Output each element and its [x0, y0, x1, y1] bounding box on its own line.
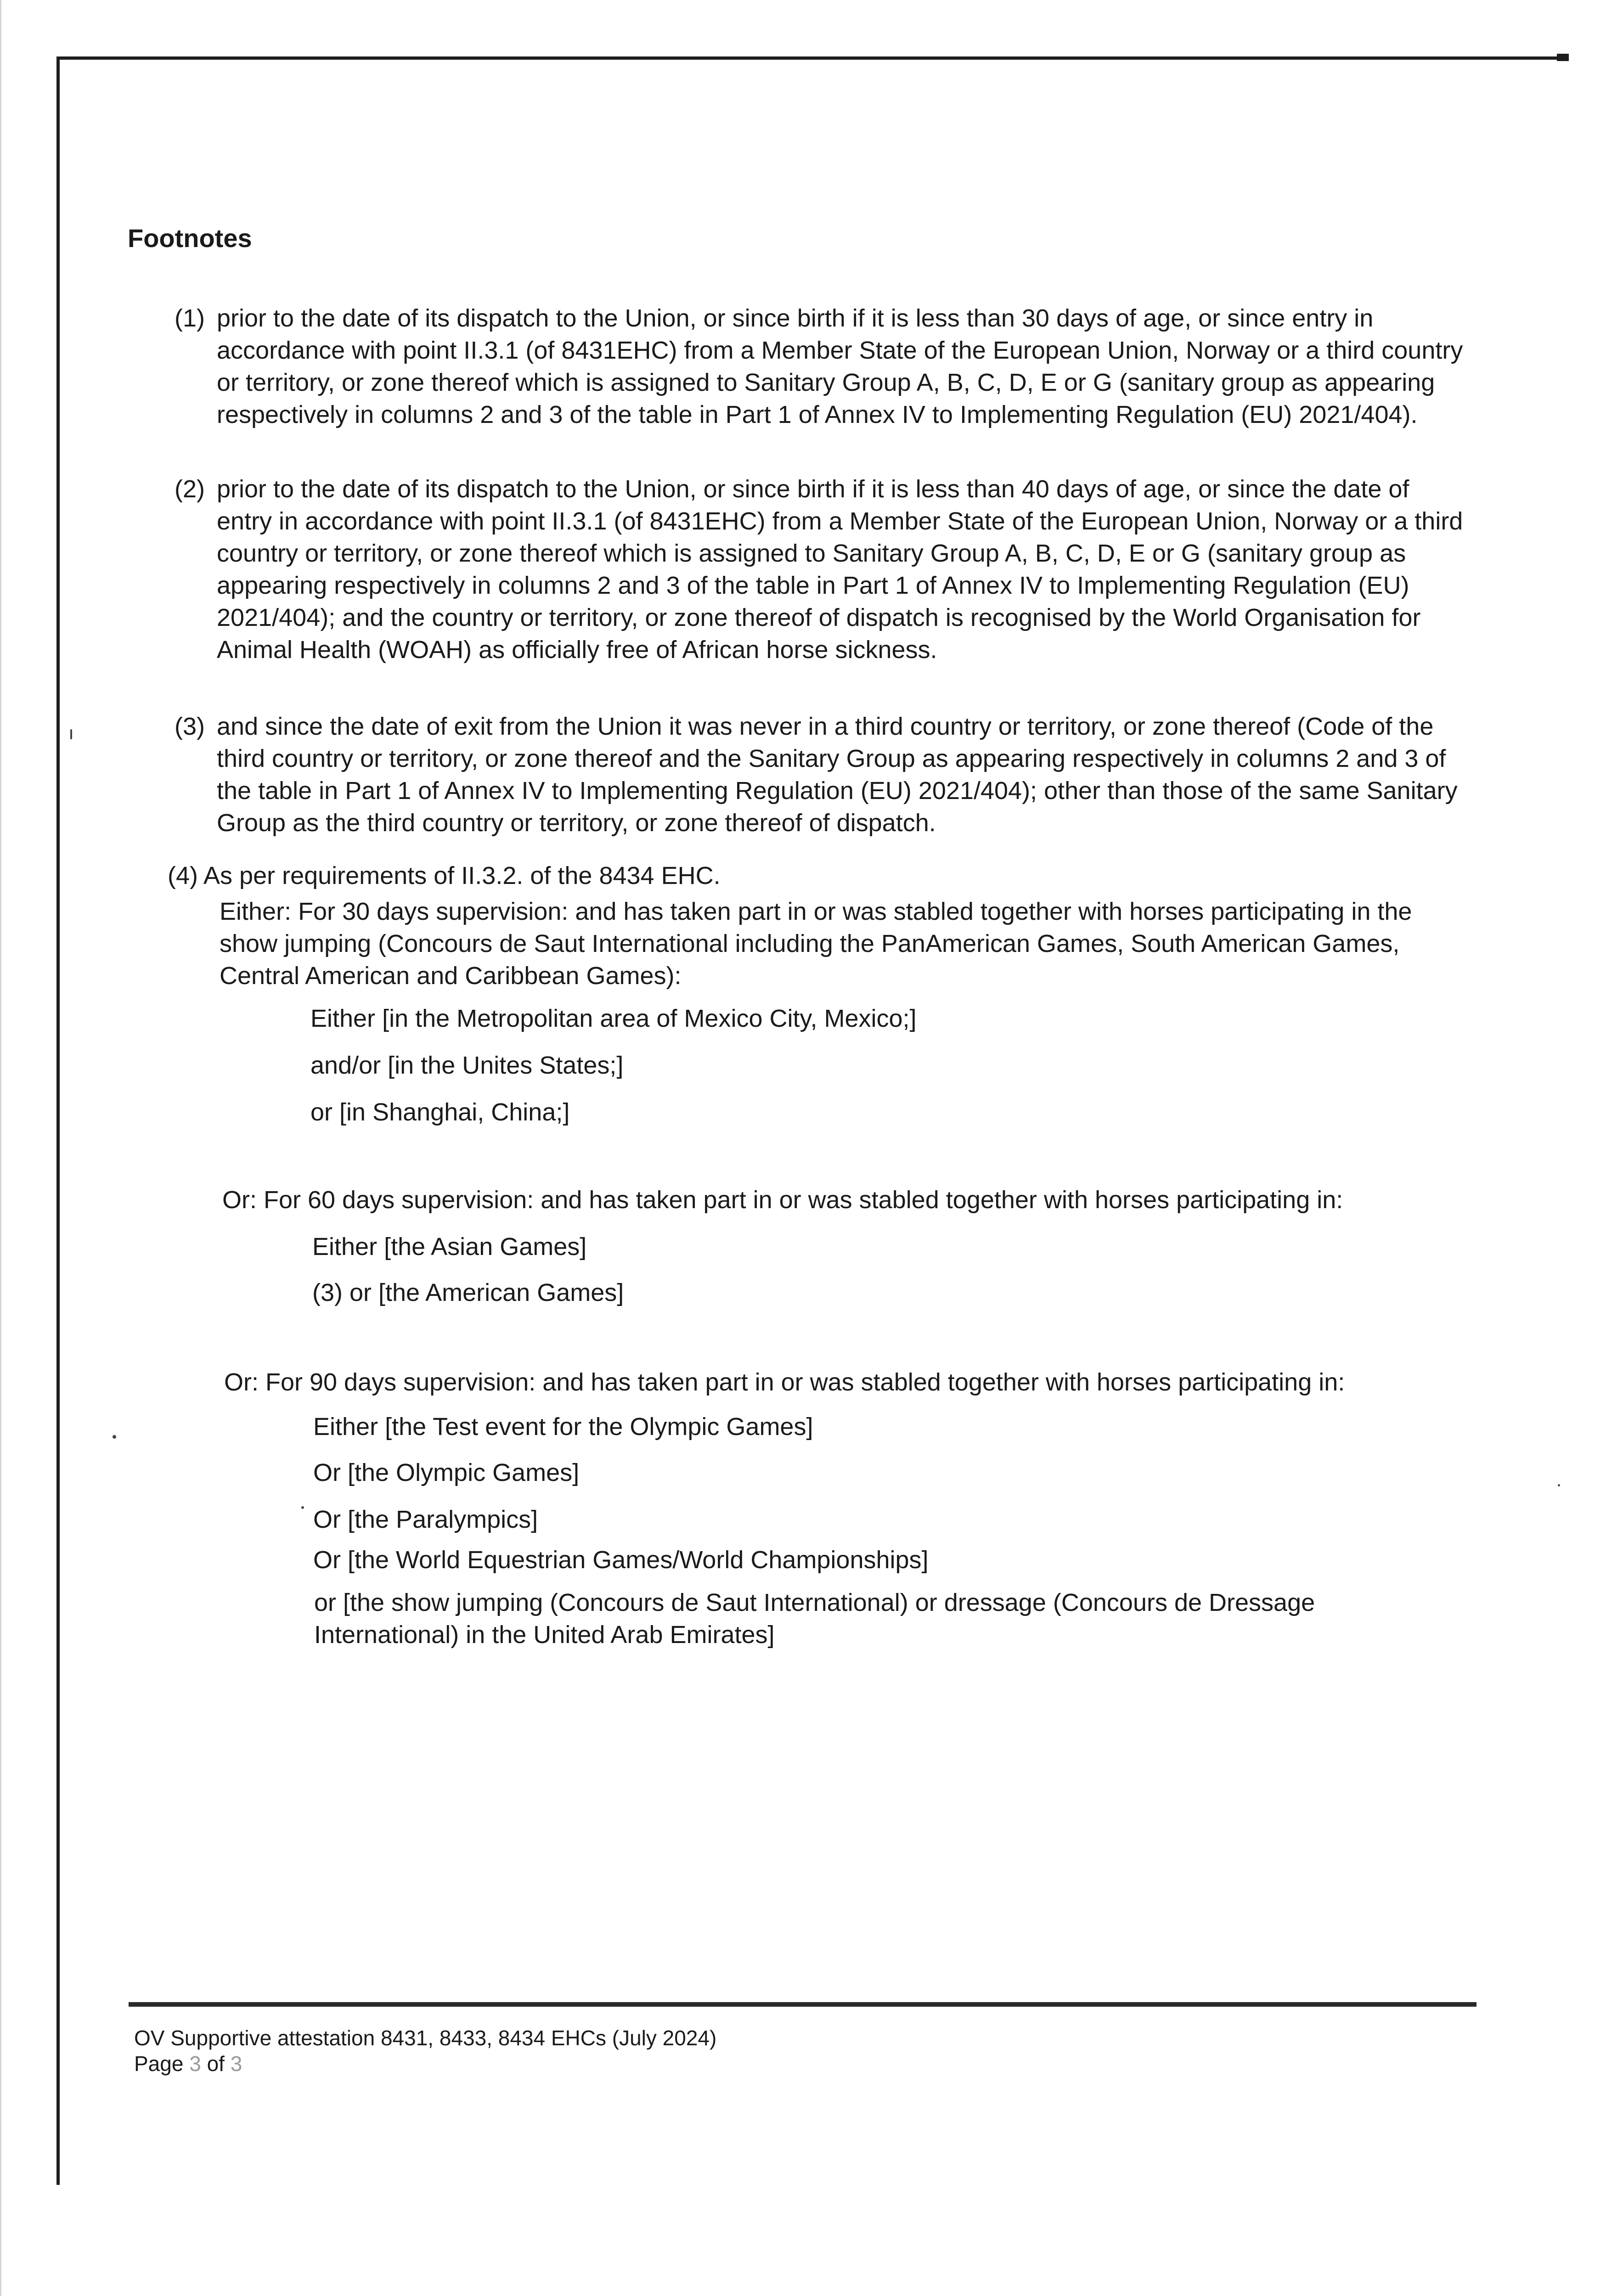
top-border-notch: [1557, 54, 1569, 61]
scan-speck: [70, 729, 72, 739]
footer-page-total: 3: [230, 2052, 242, 2076]
footnote-1-number: (1): [175, 304, 205, 332]
option-60-american-games: (3) or [the American Games]: [312, 1279, 624, 1306]
footnote-3-number: (3): [175, 713, 205, 740]
option-90-test-event: Either [the Test event for the Olympic Games]: [313, 1413, 813, 1441]
scan-speck: [301, 1506, 304, 1509]
footer-title: OV Supportive attestation 8431, 8433, 8434 EHCs (July 2024): [134, 2026, 717, 2050]
footnote-1: [175, 302, 1466, 431]
footnote-2-text: prior to the date of its dispatch to the Union, or since birth if it is less than 40 days of age, or since the date of entry in accordance with point II.3.1 (of 8431EHC) from a Member State of the European Union, Norway or a third country or territory, or zone thereof which is assigned to Sanitary Group A, B, C, D, E or G (sanitary group as appearing respectively in columns 2 and 3 of the table in Part 1 of Annex IV to Implementing Regulation (EU) 2021/404); and the country or territory, or zone thereof of dispatch is recognised by the World Organisation for Animal Health (WOAH) as officially free of African horse sickness.: [217, 475, 1463, 664]
option-30-mexico: Either [in the Metropolitan area of Mexico City, Mexico;]: [310, 1005, 917, 1032]
footer-page-current: 3: [189, 2052, 201, 2076]
footer-page-prefix: Page: [134, 2052, 184, 2076]
footer-page-of: of: [207, 2052, 225, 2076]
scan-speck: [1558, 1484, 1560, 1486]
option-60-asian-games: Either [the Asian Games]: [312, 1233, 587, 1261]
option-90-uae: or [the show jumping (Concours de Saut International) or dressage (Concours de Dressage International) in the United Arab Emirates]: [314, 1589, 1315, 1649]
footer-page-number: [134, 2051, 716, 2077]
page-footer: [134, 2025, 716, 2077]
note-4-either-30-days: Either: For 30 days supervision: and has taken part in or was stabled together with horses participating in the show jumping (Concours de Saut International including the PanAmerican Games, South American Games, Central American and Caribbean Games):: [220, 898, 1412, 990]
option-90-paralympics: Or [the Paralympics]: [313, 1506, 538, 1533]
note-4-intro: (4) As per requirements of II.3.2. of the 8434 EHC.: [168, 862, 721, 889]
footnote-3: [175, 710, 1466, 839]
footnotes-heading: Footnotes: [128, 224, 252, 253]
left-border-rule: [56, 56, 60, 2185]
footnote-1-text: prior to the date of its dispatch to the Union, or since birth if it is less than 30 days of age, or since entry in accordance with point II.3.1 (of 8431EHC) from a Member State of the European Union, Norway or a third country or territory, or zone thereof which is assigned to Sanitary Group A, B, C, D, E or G (sanitary group as appearing respectively in columns 2 and 3 of the table in Part 1 of Annex IV to Implementing Regulation (EU) 2021/404).: [217, 304, 1463, 428]
footnote-3-text: and since the date of exit from the Union it was never in a third country or territory, or zone thereof (Code of the third country or territory, or zone thereof and the Sanitary Group as appearing respectively in columns 2 and 3 of the table in Part 1 of Annex IV to Implementing Regulation (EU) 2021/404); other than those of the same Sanitary Group as the third country or territory, or zone thereof of dispatch.: [217, 713, 1458, 837]
option-90-world-equestrian: Or [the World Equestrian Games/World Championships]: [313, 1546, 929, 1574]
footer-rule: [129, 2002, 1476, 2007]
note-4-or-90-days: Or: For 90 days supervision: and has taken part in or was stabled together with horses participating in:: [224, 1368, 1345, 1396]
note-4-or-60-days: Or: For 60 days supervision: and has taken part in or was stabled together with horses participating in:: [222, 1186, 1343, 1214]
scan-left-edge: [0, 0, 1, 2296]
scan-speck: [113, 1435, 116, 1439]
option-30-shanghai: or [in Shanghai, China;]: [310, 1098, 570, 1126]
footnote-2-number: (2): [175, 475, 205, 503]
top-border-rule: [57, 56, 1559, 60]
footnote-2: [175, 473, 1466, 666]
option-90-olympic-games: Or [the Olympic Games]: [313, 1459, 580, 1486]
option-30-united-states: and/or [in the Unites States;]: [310, 1052, 624, 1079]
